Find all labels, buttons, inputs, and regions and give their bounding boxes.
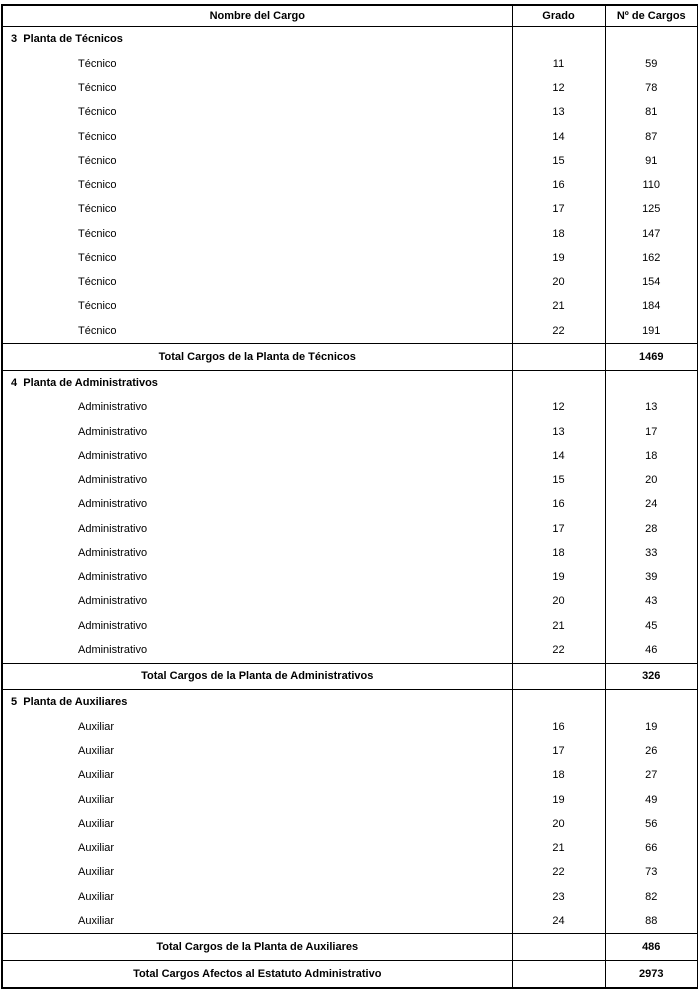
table-row (2, 319, 698, 344)
section-total-value: 326 (605, 663, 698, 689)
grado-cell: 16 (512, 173, 605, 197)
grado-cell: 21 (512, 836, 605, 860)
cargos-cell: 13 (605, 395, 698, 419)
cargos-cell: 39 (605, 565, 698, 589)
grado-cell (512, 934, 605, 960)
cargo-name-cell: Auxiliar (78, 793, 115, 806)
cargo-name-cell: Auxiliar (78, 842, 115, 855)
column-header-grado: Grado (512, 5, 605, 27)
table-row (2, 395, 698, 419)
grado-cell: 12 (512, 76, 605, 100)
section-total-value: 1469 (605, 344, 698, 370)
grado-cell: 24 (512, 909, 605, 934)
table-row (2, 909, 698, 934)
header-row (2, 5, 698, 27)
cargos-cell: 46 (605, 638, 698, 663)
grado-cell: 19 (512, 787, 605, 811)
table-row (2, 76, 698, 100)
grado-cell: 13 (512, 100, 605, 124)
cargo-name-cell: Auxiliar (78, 720, 115, 733)
section-total-value: 486 (605, 934, 698, 960)
cargos-cell (605, 370, 698, 395)
grado-cell: 22 (512, 319, 605, 344)
cargo-name-cell: Técnico (78, 130, 117, 143)
section-header-row (2, 27, 698, 52)
grado-cell: 17 (512, 739, 605, 763)
column-header-nombre: Nombre del Cargo (2, 5, 512, 27)
cargos-cell: 88 (605, 909, 698, 934)
grand-total-row (2, 960, 698, 988)
table-row (2, 787, 698, 811)
table-row (2, 468, 698, 492)
cargos-cell: 59 (605, 52, 698, 76)
table-row (2, 100, 698, 124)
cargo-name-cell: Técnico (78, 179, 117, 192)
cargos-cell: 28 (605, 517, 698, 541)
table-row (2, 812, 698, 836)
cargos-cell: 191 (605, 319, 698, 344)
grado-cell: 20 (512, 270, 605, 294)
grand-total-value: 2973 (605, 960, 698, 988)
table-row (2, 222, 698, 246)
grado-cell (512, 663, 605, 689)
grado-cell: 20 (512, 589, 605, 613)
section-total-label: Total Cargos de la Planta de Administrativos (2, 663, 512, 689)
cargo-table (1, 4, 698, 989)
cargos-cell: 154 (605, 270, 698, 294)
table-row (2, 517, 698, 541)
section-title: 3 Planta de Técnicos (11, 33, 123, 46)
grado-cell: 17 (512, 517, 605, 541)
cargo-name-cell: Auxiliar (78, 890, 115, 903)
section-title: 5 Planta de Auxiliares (11, 696, 128, 709)
grado-cell: 18 (512, 222, 605, 246)
cargo-name-cell: Administrativo (78, 498, 148, 511)
table-row (2, 860, 698, 884)
cargo-name-cell: Técnico (78, 276, 117, 289)
cargos-cell: 45 (605, 614, 698, 638)
grado-cell: 18 (512, 763, 605, 787)
cargo-name-cell: Auxiliar (78, 866, 115, 879)
table-row (2, 589, 698, 613)
table-row (2, 420, 698, 444)
cargo-name-cell: Técnico (78, 106, 117, 119)
table-row (2, 541, 698, 565)
grado-cell: 13 (512, 420, 605, 444)
cargo-name-cell: Administrativo (78, 425, 148, 438)
table-row (2, 173, 698, 197)
table-row (2, 125, 698, 149)
grado-cell: 23 (512, 884, 605, 908)
cargo-name-cell: Administrativo (78, 595, 148, 608)
table-row (2, 614, 698, 638)
cargos-cell: 110 (605, 173, 698, 197)
table-header (2, 5, 698, 27)
cargos-cell: 73 (605, 860, 698, 884)
grado-cell: 22 (512, 860, 605, 884)
table-row (2, 444, 698, 468)
section-header-row (2, 370, 698, 395)
table-row (2, 638, 698, 663)
cargos-cell: 26 (605, 739, 698, 763)
table-body (2, 27, 698, 989)
cargo-name-cell: Técnico (78, 251, 117, 264)
cargos-cell: 33 (605, 541, 698, 565)
table-row (2, 246, 698, 270)
table-row (2, 149, 698, 173)
table-row (2, 884, 698, 908)
grado-cell: 14 (512, 444, 605, 468)
cargos-cell: 184 (605, 294, 698, 318)
grado-cell: 15 (512, 468, 605, 492)
cargo-name-cell: Administrativo (78, 401, 148, 414)
cargos-cell: 19 (605, 715, 698, 739)
cargo-name-cell: Auxiliar (78, 745, 115, 758)
table-row (2, 763, 698, 787)
cargos-cell: 27 (605, 763, 698, 787)
column-header-cargos: Nº de Cargos (605, 5, 698, 27)
cargo-name-cell: Administrativo (78, 644, 148, 657)
cargo-name-cell: Técnico (78, 203, 117, 216)
table-row (2, 197, 698, 221)
grado-cell: 15 (512, 149, 605, 173)
grado-cell: 21 (512, 614, 605, 638)
grado-cell: 18 (512, 541, 605, 565)
cargos-cell: 162 (605, 246, 698, 270)
cargos-cell: 91 (605, 149, 698, 173)
table-row (2, 270, 698, 294)
section-total-row (2, 934, 698, 960)
cargo-name-cell: Administrativo (78, 449, 148, 462)
cargos-cell: 82 (605, 884, 698, 908)
cargos-cell: 56 (605, 812, 698, 836)
cargos-cell: 147 (605, 222, 698, 246)
grado-cell (512, 370, 605, 395)
cargos-cell: 81 (605, 100, 698, 124)
table-row (2, 836, 698, 860)
grado-cell: 14 (512, 125, 605, 149)
section-total-row (2, 663, 698, 689)
table-row (2, 739, 698, 763)
cargos-cell: 49 (605, 787, 698, 811)
section-title: 4 Planta de Administrativos (11, 376, 158, 389)
cargo-name-cell: Técnico (78, 300, 117, 313)
grado-cell (512, 27, 605, 52)
cargos-cell (605, 689, 698, 714)
cargo-name-cell: Auxiliar (78, 769, 115, 782)
cargo-name-cell: Administrativo (78, 522, 148, 535)
cargos-cell: 24 (605, 492, 698, 516)
cargo-name-cell: Técnico (78, 82, 117, 95)
grado-cell: 16 (512, 492, 605, 516)
cargo-name-cell: Administrativo (78, 619, 148, 632)
cargos-cell: 18 (605, 444, 698, 468)
section-total-label: Total Cargos de la Planta de Técnicos (2, 344, 512, 370)
cargo-name-cell: Técnico (78, 57, 117, 70)
cargo-name-cell: Técnico (78, 154, 117, 167)
grand-total-label: Total Cargos Afectos al Estatuto Administrativo (2, 960, 512, 988)
cargos-cell: 43 (605, 589, 698, 613)
grado-cell: 19 (512, 565, 605, 589)
table-row (2, 492, 698, 516)
grado-cell (512, 344, 605, 370)
grado-cell: 22 (512, 638, 605, 663)
section-header-row (2, 689, 698, 714)
cargos-cell (605, 27, 698, 52)
cargo-name-cell: Técnico (78, 324, 117, 337)
grado-cell (512, 960, 605, 988)
grado-cell: 20 (512, 812, 605, 836)
cargo-name-cell: Auxiliar (78, 915, 115, 928)
grado-cell: 11 (512, 52, 605, 76)
table-row (2, 565, 698, 589)
cargo-name-cell: Administrativo (78, 571, 148, 584)
grado-cell: 21 (512, 294, 605, 318)
cargo-name-cell: Técnico (78, 227, 117, 240)
grado-cell: 12 (512, 395, 605, 419)
table-row (2, 294, 698, 318)
grado-cell: 16 (512, 715, 605, 739)
grado-cell (512, 689, 605, 714)
cargos-cell: 78 (605, 76, 698, 100)
cargos-cell: 87 (605, 125, 698, 149)
cargo-name-cell: Administrativo (78, 546, 148, 559)
table-row (2, 715, 698, 739)
section-total-row (2, 344, 698, 370)
grado-cell: 19 (512, 246, 605, 270)
cargos-cell: 66 (605, 836, 698, 860)
cargos-cell: 125 (605, 197, 698, 221)
table-row (2, 52, 698, 76)
cargo-name-cell: Administrativo (78, 474, 148, 487)
section-total-label: Total Cargos de la Planta de Auxiliares (2, 934, 512, 960)
cargos-cell: 20 (605, 468, 698, 492)
cargos-cell: 17 (605, 420, 698, 444)
grado-cell: 17 (512, 197, 605, 221)
cargo-name-cell: Auxiliar (78, 817, 115, 830)
